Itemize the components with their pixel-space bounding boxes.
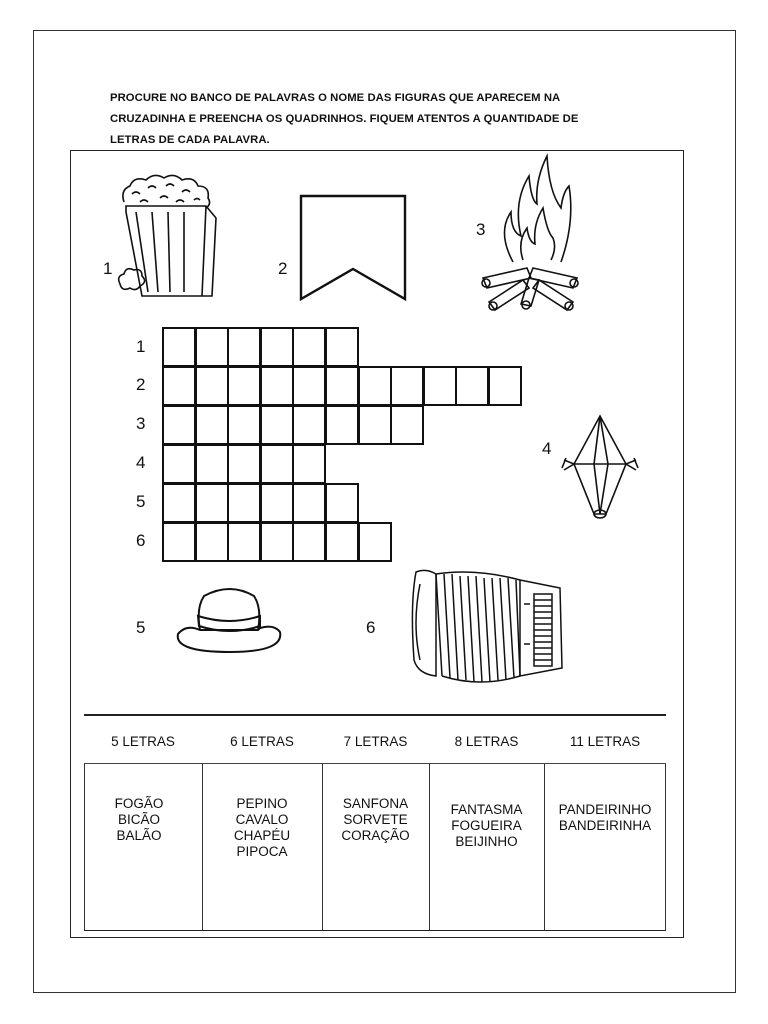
crossword-cell[interactable] bbox=[227, 444, 261, 484]
word-bank-header: 5 LETRAS bbox=[111, 733, 175, 749]
popcorn-bag-icon bbox=[112, 172, 224, 300]
crossword-row-3-number: 3 bbox=[136, 414, 146, 433]
instructions-line-1: PROCURE NO BANCO DE PALAVRAS O NOME DAS FIGURAS QUE APARECEM NA bbox=[110, 92, 561, 104]
crossword-cell[interactable] bbox=[292, 366, 326, 406]
word-bank-column-11-letras bbox=[544, 716, 666, 930]
word-bank-column-8-letras bbox=[429, 716, 544, 930]
crossword-cell[interactable] bbox=[195, 444, 229, 484]
word-bank-word: BALÃO bbox=[116, 828, 162, 843]
word-bank-header: 11 LETRAS bbox=[569, 733, 641, 749]
crossword-cell[interactable] bbox=[195, 522, 229, 562]
word-bank-word: FOGÃO bbox=[114, 796, 164, 811]
crossword-cell[interactable] bbox=[325, 522, 359, 562]
crossword-cell[interactable] bbox=[260, 522, 294, 562]
word-bank-word: BICÃO bbox=[117, 812, 160, 827]
crossword-cell[interactable] bbox=[162, 366, 196, 406]
word-bank-word: SORVETE bbox=[343, 812, 408, 827]
crossword-cell[interactable] bbox=[358, 522, 392, 562]
word-bank-word: BANDEIRINHA bbox=[558, 818, 652, 833]
word-bank-header: 6 LETRAS bbox=[230, 733, 294, 749]
figure-3-number: 3 bbox=[476, 220, 486, 239]
crossword-row-6-number: 6 bbox=[136, 531, 146, 550]
crossword-cell[interactable] bbox=[325, 327, 359, 367]
crossword-cell[interactable] bbox=[325, 366, 359, 406]
crossword-cell[interactable] bbox=[292, 522, 326, 562]
word-bank-word: FANTASMA bbox=[450, 802, 523, 817]
figure-5-number: 5 bbox=[136, 618, 146, 637]
figure-2-number: 2 bbox=[278, 259, 288, 278]
word-bank-column-6-letras bbox=[202, 716, 322, 930]
crossword-cell[interactable] bbox=[358, 405, 392, 445]
word-bank-column-5-letras bbox=[84, 716, 202, 930]
word-bank-word: PANDEIRINHO bbox=[558, 802, 652, 817]
crossword-cell[interactable] bbox=[390, 405, 424, 445]
crossword-cell[interactable] bbox=[162, 444, 196, 484]
festa-junina-flag-icon bbox=[298, 193, 410, 305]
crossword-cell[interactable] bbox=[292, 444, 326, 484]
crossword-cell[interactable] bbox=[260, 366, 294, 406]
crossword-cell[interactable] bbox=[162, 483, 196, 523]
bonfire-icon bbox=[477, 152, 589, 317]
word-bank-table bbox=[84, 714, 666, 931]
figure-1-number: 1 bbox=[103, 259, 113, 278]
crossword-cell[interactable] bbox=[260, 444, 294, 484]
instructions-line-3: LETRAS DE CADA PALAVRA. bbox=[110, 134, 270, 146]
crossword-cell[interactable] bbox=[260, 327, 294, 367]
word-bank-word: CHAPÉU bbox=[233, 828, 291, 843]
accordion-icon bbox=[406, 564, 566, 688]
crossword-cell[interactable] bbox=[292, 405, 326, 445]
crossword-cell[interactable] bbox=[260, 405, 294, 445]
crossword-row-5-number: 5 bbox=[136, 492, 146, 511]
crossword-cell[interactable] bbox=[292, 483, 326, 523]
word-bank-word: SANFONA bbox=[342, 796, 409, 811]
crossword-cell[interactable] bbox=[195, 327, 229, 367]
crossword-row-2-number: 2 bbox=[136, 375, 146, 394]
crossword-cell[interactable] bbox=[195, 366, 229, 406]
crossword-cell[interactable] bbox=[292, 327, 326, 367]
crossword-cell[interactable] bbox=[227, 405, 261, 445]
crossword-cell[interactable] bbox=[260, 483, 294, 523]
word-bank-word: CORAÇÃO bbox=[341, 828, 410, 843]
crossword-cell[interactable] bbox=[390, 366, 424, 406]
word-bank-column-7-letras bbox=[322, 716, 429, 930]
crossword-cell[interactable] bbox=[227, 366, 261, 406]
word-bank-word: PIPOCA bbox=[236, 844, 288, 859]
crossword-cell[interactable] bbox=[488, 366, 522, 406]
crossword-cell[interactable] bbox=[162, 327, 196, 367]
crossword-cell[interactable] bbox=[325, 483, 359, 523]
word-bank-header: 8 LETRAS bbox=[454, 733, 519, 749]
crossword-cell[interactable] bbox=[358, 366, 392, 406]
word-bank-word: PEPINO bbox=[236, 796, 288, 811]
crossword-cell[interactable] bbox=[162, 522, 196, 562]
word-bank-word: FOGUEIRA bbox=[451, 818, 522, 833]
crossword-cell[interactable] bbox=[455, 366, 489, 406]
instructions-line-2: CRUZADINHA E PREENCHA OS QUADRINHOS. FIQUEM ATENTOS A QUANTIDADE DE bbox=[110, 113, 579, 125]
instructions bbox=[110, 88, 670, 151]
hat-icon bbox=[174, 586, 286, 658]
word-bank-header: 7 LETRAS bbox=[343, 733, 408, 749]
paper-balloon-icon bbox=[560, 412, 640, 524]
crossword-row-4-number: 4 bbox=[136, 453, 146, 472]
crossword-cell[interactable] bbox=[195, 405, 229, 445]
word-bank-word: BEIJINHO bbox=[455, 834, 518, 849]
crossword-cell[interactable] bbox=[227, 522, 261, 562]
crossword-cell[interactable] bbox=[227, 327, 261, 367]
figure-4-number: 4 bbox=[542, 439, 552, 458]
crossword-cell[interactable] bbox=[423, 366, 457, 406]
crossword-row-1-number: 1 bbox=[136, 337, 146, 356]
crossword-cell[interactable] bbox=[162, 405, 196, 445]
crossword-cell[interactable] bbox=[195, 483, 229, 523]
crossword-cell[interactable] bbox=[325, 405, 359, 445]
word-bank-word: CAVALO bbox=[235, 812, 289, 827]
figure-6-number: 6 bbox=[366, 618, 376, 637]
crossword-cell[interactable] bbox=[227, 483, 261, 523]
